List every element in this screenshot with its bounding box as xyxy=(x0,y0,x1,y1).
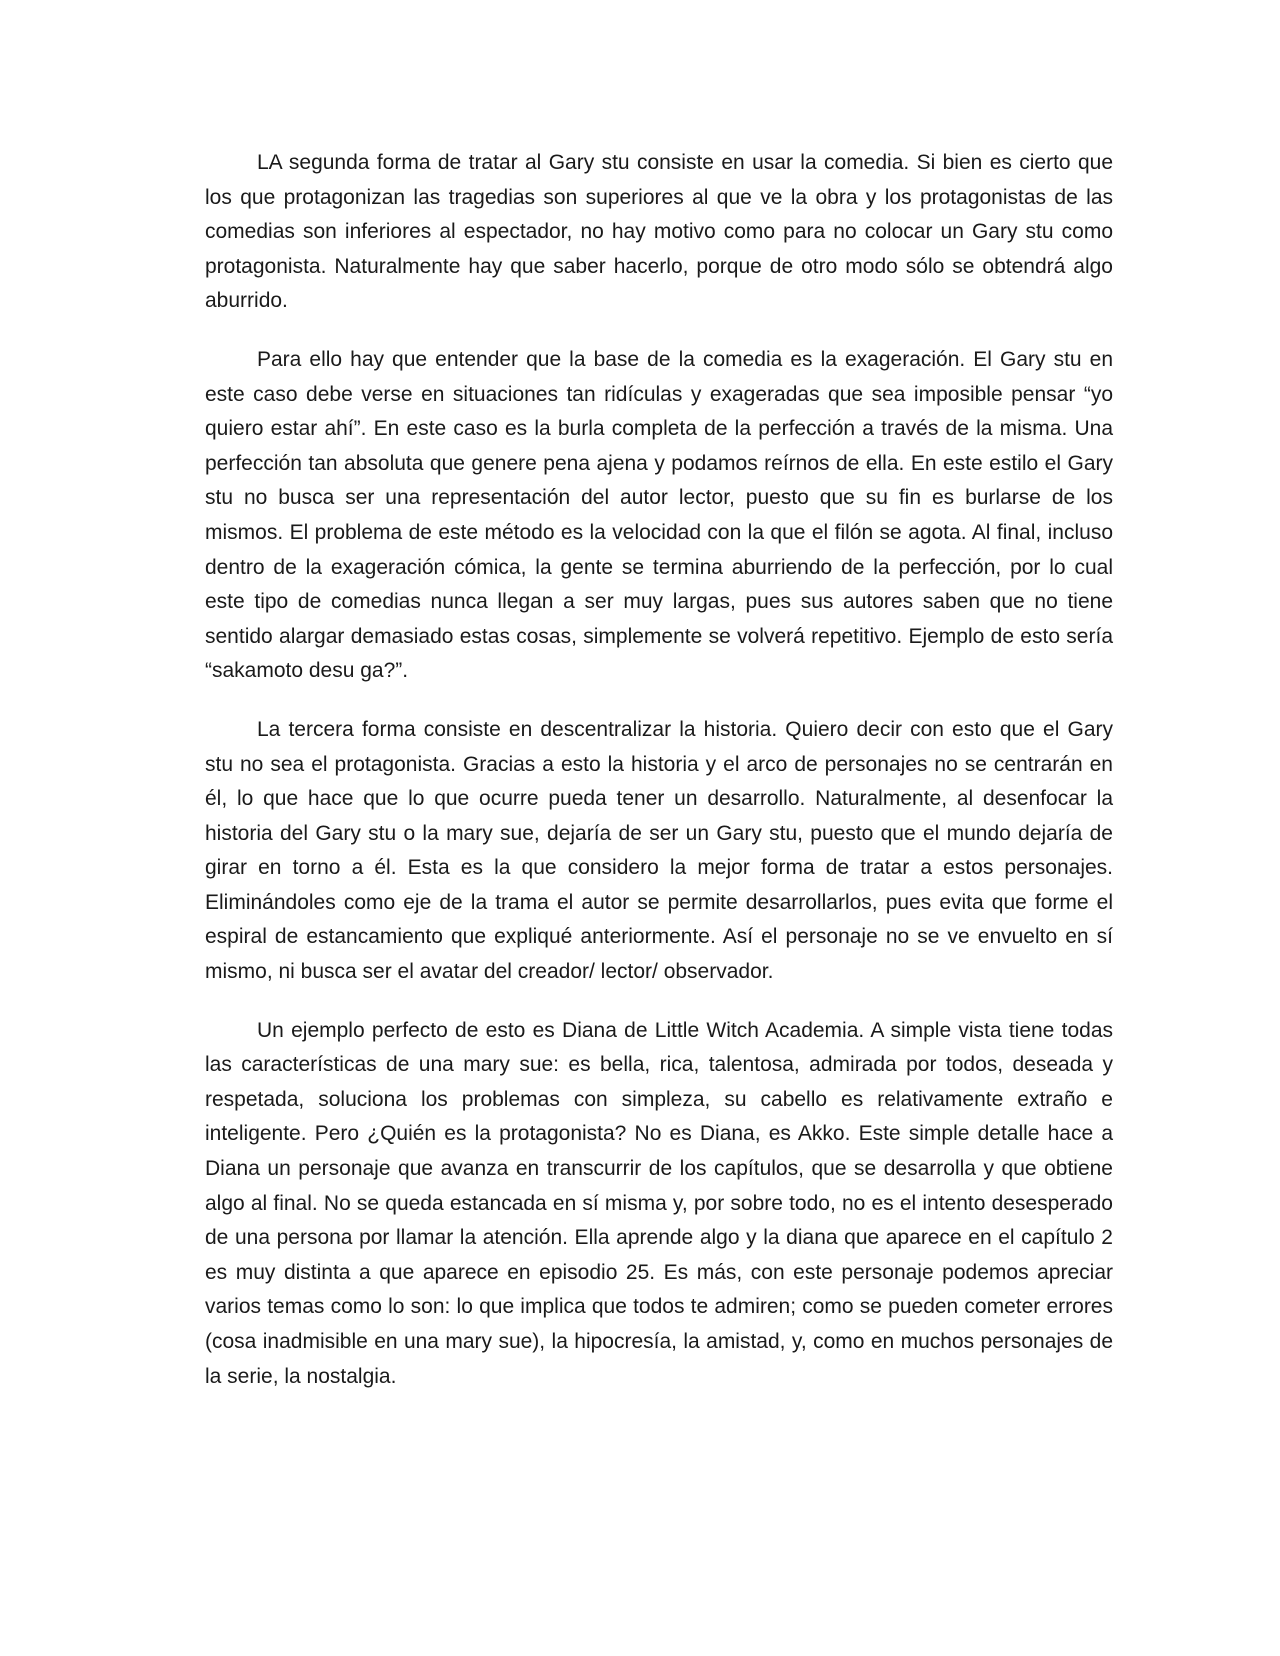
paragraph-4: Un ejemplo perfecto de esto es Diana de Little Witch Academia. A simple vista tiene todas las características de una mary sue: es bella, rica, talentosa, admirada por todos, deseada y respetada, soluciona los problemas con simpleza, su cabello es relativamente extraño e inteligente. Pero ¿Quién es la protagonista? No es Diana, es Akko. Este simple detalle hace a Diana un personaje que avanza en transcurrir de los capítulos, que se desarrolla y que obtiene algo al final. No se queda estancada en sí misma y, por sobre todo, no es el intento desesperado de una persona por llamar la atención. Ella aprende algo y la diana que aparece en el capítulo 2 es muy distinta a que aparece en episodio 25. Es más, con este personaje podemos apreciar varios temas como lo son: lo que implica que todos te admiren; como se pueden cometer errores (cosa inadmisible en una mary sue), la hipocresía, la amistad, y, como en muchos personajes de la serie, la nostalgia. xyxy=(205,1018,1113,1388)
paragraph-1: LA segunda forma de tratar al Gary stu consiste en usar la comedia. Si bien es cierto que los que protagonizan las tragedias son superiores al que ve la obra y los protagonistas de las comedias son inferiores al espectador, no hay motivo como para no colocar un Gary stu como protagonista. Naturalmente hay que saber hacerlo, porque de otro modo sólo se obtendrá algo aburrido. xyxy=(205,151,1113,313)
paragraph-2: Para ello hay que entender que la base de la comedia es la exageración. El Gary stu en este caso debe verse en situaciones tan ridículas y exageradas que sea imposible pensar “yo quiero estar ahí”. En este caso es la burla completa de la perfección a través de la misma. Una perfección tan absoluta que genere pena ajena y podamos reírnos de ella. En este estilo el Gary stu no busca ser una representación del autor lector, puesto que su fin es burlarse de los mismos. El problema de este método es la velocidad con la que el filón se agota. Al final, incluso dentro de la exageración cómica, la gente se termina aburriendo de la perfección, por lo cual este tipo de comedias nunca llegan a ser muy largas, pues sus autores saben que no tiene sentido alargar demasiado estas cosas, simplemente se volverá repetitivo. Ejemplo de esto sería “sakamoto desu ga?”. xyxy=(205,347,1113,683)
document-body xyxy=(205,146,1113,1418)
paragraph-3: La tercera forma consiste en descentralizar la historia. Quiero decir con esto que el Gary stu no sea el protagonista. Gracias a esto la historia y el arco de personajes no se centrarán en él, lo que hace que lo que ocurre pueda tener un desarrollo. Naturalmente, al desenfocar la historia del Gary stu o la mary sue, dejaría de ser un Gary stu, puesto que el mundo dejaría de girar en torno a él. Esta es la que considero la mejor forma de tratar a estos personajes. Eliminándoles como eje de la trama el autor se permite desarrollarlos, pues evita que forme el espiral de estancamiento que expliqué anteriormente. Así el personaje no se ve envuelto en sí mismo, ni busca ser el avatar del creador/ lector/ observador. xyxy=(205,717,1113,984)
